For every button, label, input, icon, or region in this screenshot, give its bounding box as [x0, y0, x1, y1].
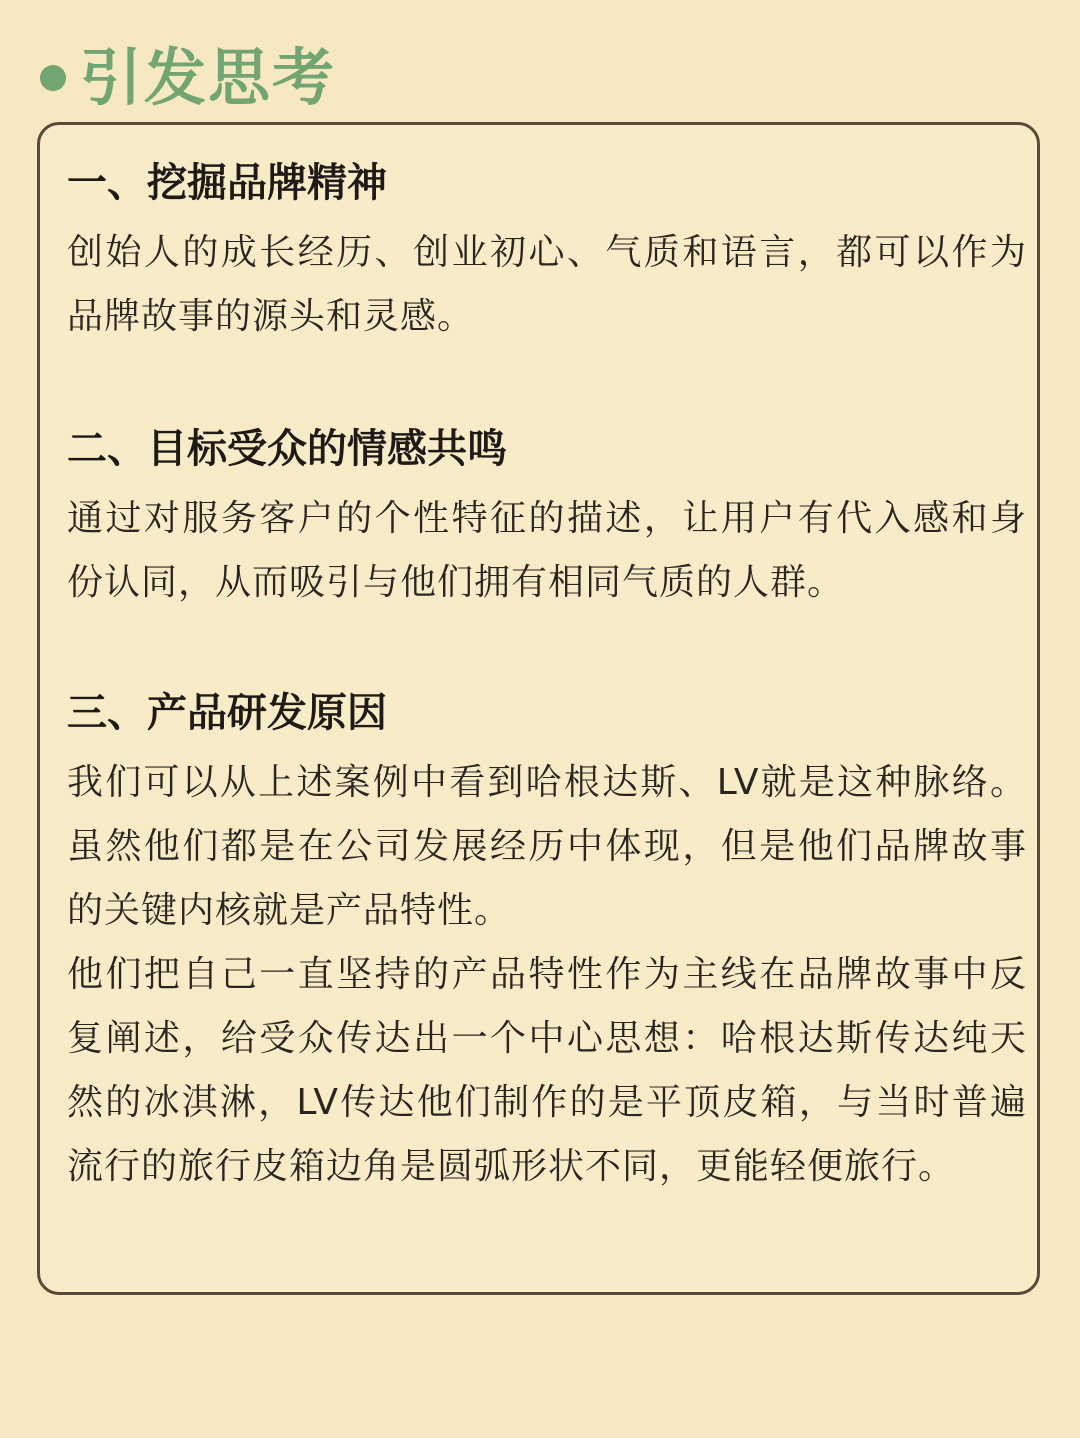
section-brand-spirit: [67, 155, 1027, 349]
page-heading: [40, 38, 336, 118]
section-paragraph: 通过对服务客户的个性特征的描述，让用户有代入感和身份认同，从而吸引与他们拥有相同气质的人群。: [67, 498, 1027, 603]
section-paragraph: 创始人的成长经历、创业初心、气质和语言，都可以作为品牌故事的源头和灵感。: [67, 232, 1027, 337]
section-audience-resonance: [67, 421, 1027, 615]
section-title: 三、产品研发原因: [67, 690, 387, 736]
bullet-dot-icon: [40, 65, 66, 91]
section-title: 一、挖掘品牌精神: [67, 160, 387, 206]
section-paragraph: 我们可以从上述案例中看到哈根达斯、LV就是这种脉络。虽然他们都是在公司发展经历中体现，但是他们品牌故事的关键内核就是产品特性。: [67, 762, 1027, 931]
page-title: 引发思考: [80, 41, 337, 114]
section-product-reason: [67, 685, 1027, 1199]
content-card: [37, 122, 1040, 1295]
section-paragraph: 他们把自己一直坚持的产品特性作为主线在品牌故事中反复阐述，给受众传达出一个中心思想：哈根达斯传达纯天然的冰淇淋，LV传达他们制作的是平顶皮箱，与当时普遍流行的旅行皮箱边角是圆弧形状不同，更能轻便旅行。: [67, 954, 1027, 1187]
section-title: 二、目标受众的情感共鸣: [67, 426, 507, 472]
